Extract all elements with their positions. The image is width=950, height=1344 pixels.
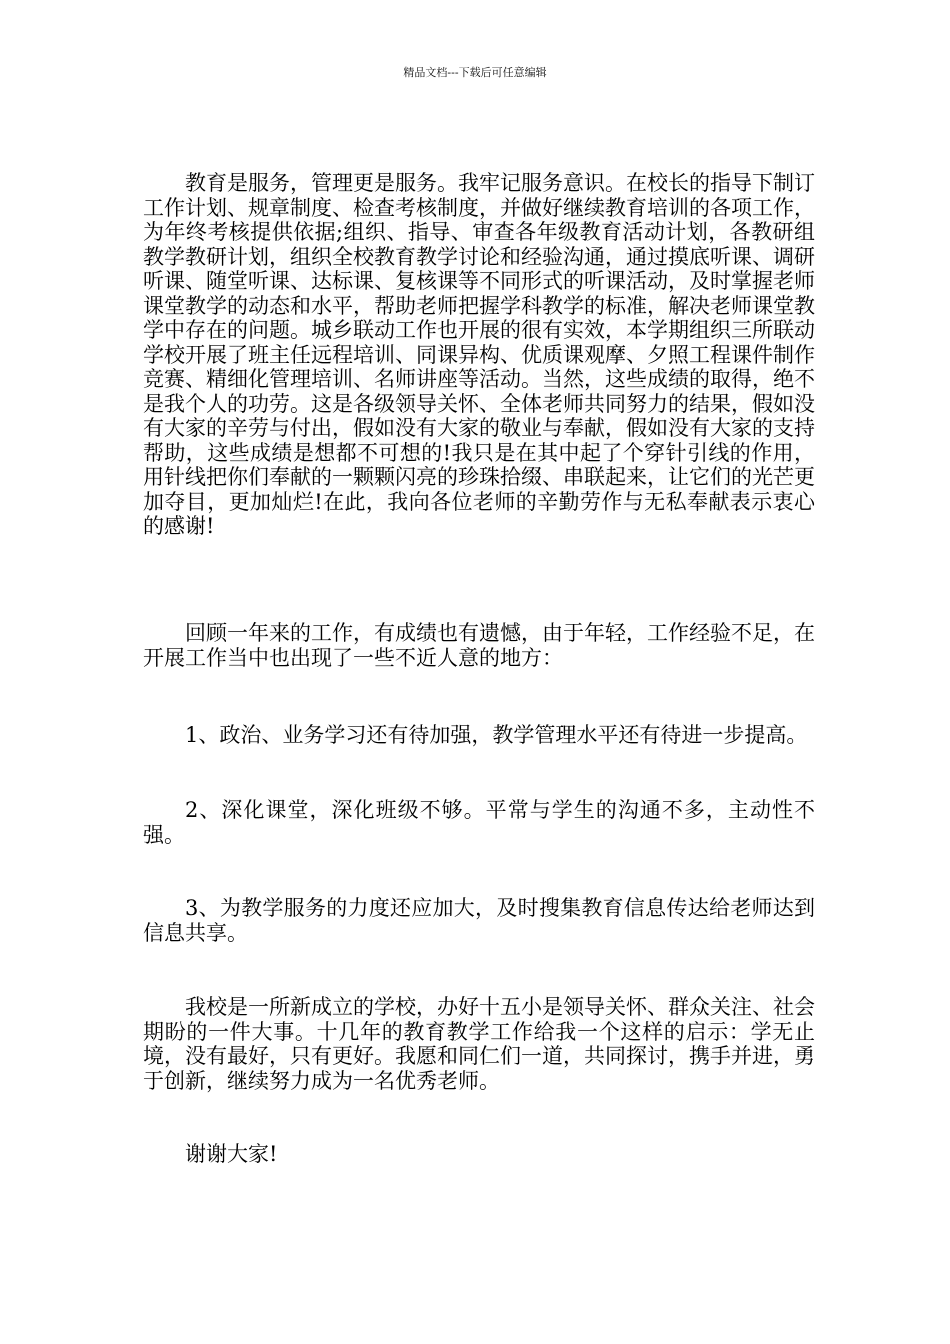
paragraph-review: 回顾一年来的工作，有成绩也有遗憾，由于年轻，工作经验不足，在开展工作当中也出现了一些不近人意的地方： (143, 621, 815, 670)
paragraph-conclusion: 我校是一所新成立的学校，办好十五小是领导关怀、群众关注、社会期盼的一件大事。十几年的教育教学工作给我一个这样的启示：学无止境，没有最好，只有更好。我愿和同仁们一道，共同探讨，携手并进，勇于创新，继续努力成为一名优秀老师。 (143, 995, 815, 1093)
paragraph-point-2: 2、深化课堂，深化班级不够。平常与学生的沟通不多，主动性不强。 (143, 798, 815, 847)
paragraph-service: 教育是服务，管理更是服务。我牢记服务意识。在校长的指导下制订工作计划、规章制度、检查考核制度，并做好继续教育培训的各项工作，为年终考核提供依据;组织、指导、审查各年级教育活动计划，各教研组教学教研计划，组织全校教育教学讨论和经验沟通，通过摸底听课、调研听课、随堂听课、达标课、复核课等不同形式的听课活动，及时掌握老师课堂教学的动态和水平，帮助老师把握学科教学的标准，解决老师课堂教学中存在的问题。城乡联动工作也开展的很有实效，本学期组织三所联动学校开展了班主任远程培训、同课异构、优质课观摩、夕照工程课件制作竞赛、精细化管理培训、名师讲座等活动。当然，这些成绩的取得，绝不是我个人的功劳。这是各级领导关怀、全体老师共同努力的结果，假如没有大家的辛劳与付出，假如没有大家的敬业与奉献，假如没有大家的支持帮助，这些成绩是想都不可想的!我只是在其中起了个穿针引线的作用，用针线把你们奉献的一颗颗闪亮的珍珠拾缀、串联起来，让它们的光芒更加夺目，更加灿烂!在此，我向各位老师的辛勤劳作与无私奉献表示衷心的感谢! (143, 171, 815, 538)
page-header: 精品文档---下载后可任意编辑 (403, 66, 547, 79)
paragraph-thanks: 谢谢大家! (185, 1142, 278, 1166)
paragraph-point-3: 3、为教学服务的力度还应加大，及时搜集教育信息传达给老师达到信息共享。 (143, 896, 815, 945)
paragraph-point-1: 1、政治、业务学习还有待加强，教学管理水平还有待进一步提高。 (185, 723, 808, 747)
